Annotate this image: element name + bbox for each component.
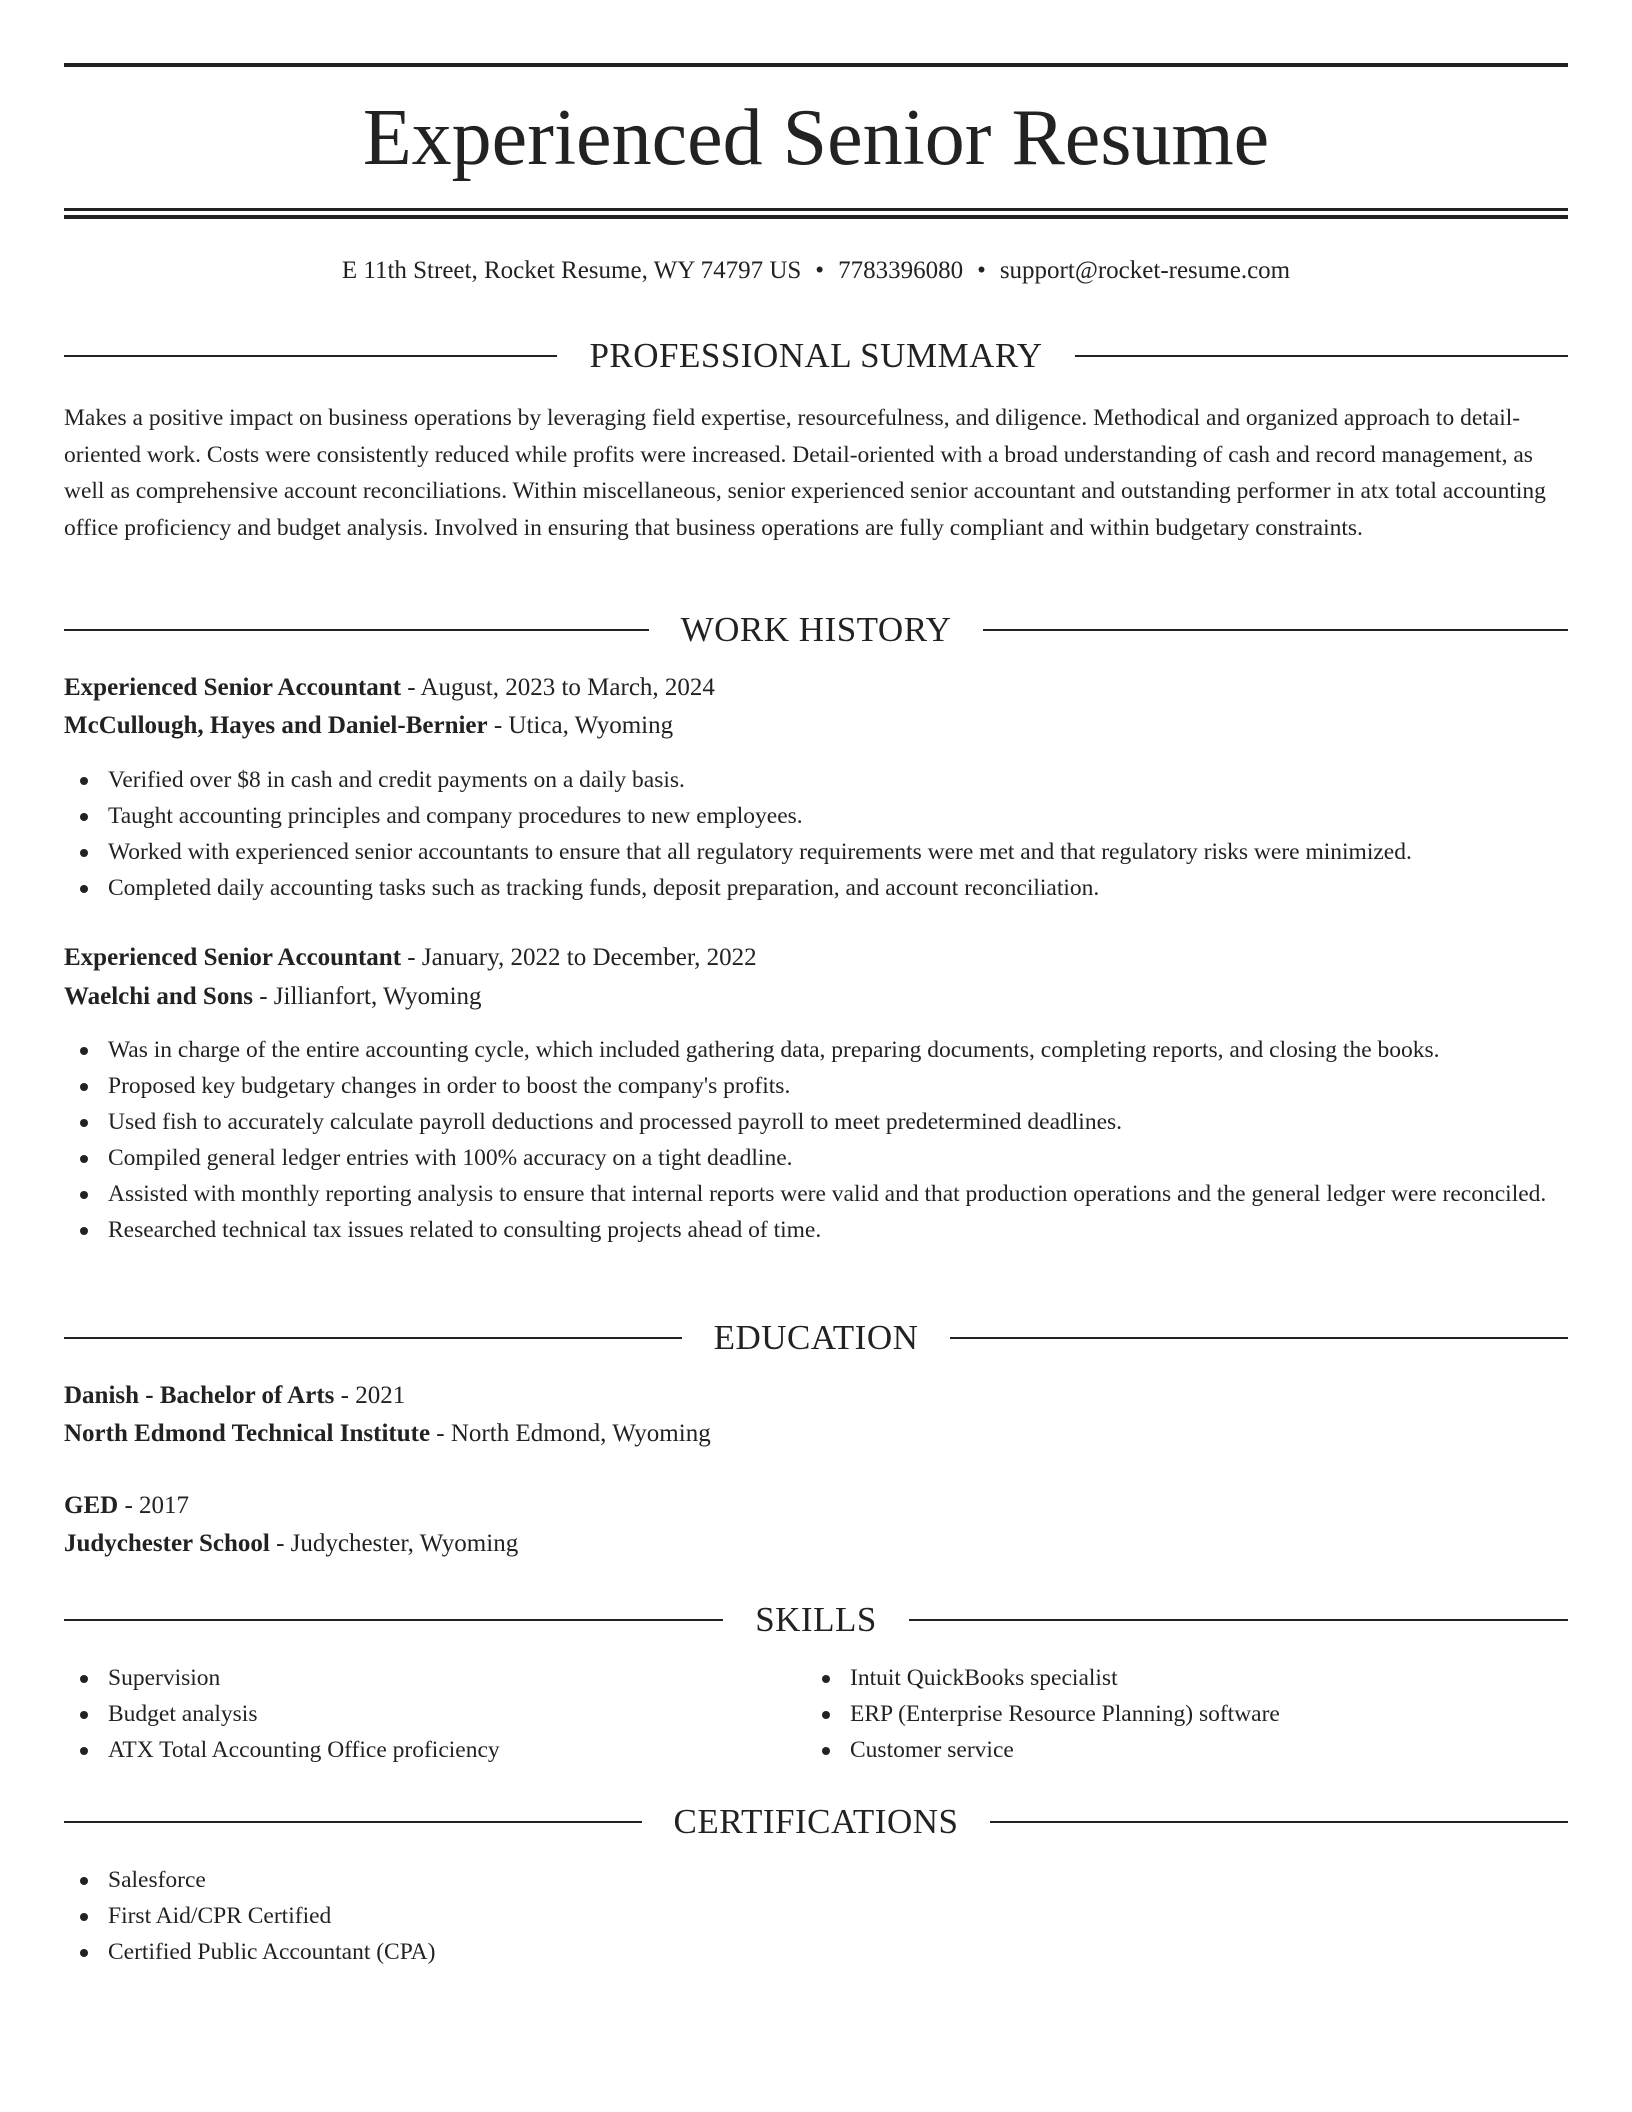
contact-email: support@rocket-resume.com xyxy=(999,257,1291,284)
education-degree-line xyxy=(64,1378,1568,1414)
job-dates: - January, 2022 to December, 2022 xyxy=(401,944,757,971)
list-item: Intuit QuickBooks specialist xyxy=(806,1660,1506,1696)
header-bottom-rule xyxy=(64,208,1568,211)
list-item: Customer service xyxy=(806,1732,1506,1768)
list-item: Certified Public Accountant (CPA) xyxy=(64,1934,1568,1970)
list-item: Used fish to accurately calculate payroll deductions and processed payroll to meet predetermined deadlines. xyxy=(64,1104,1568,1140)
list-item: Salesforce xyxy=(64,1862,1568,1898)
job-duties-list xyxy=(64,762,1568,906)
divider-line xyxy=(64,1619,723,1621)
divider-line xyxy=(64,355,557,357)
section-heading-skills xyxy=(64,1598,1568,1642)
section-heading-education xyxy=(64,1316,1568,1360)
list-item: Budget analysis xyxy=(64,1696,764,1732)
header-top-rule xyxy=(64,63,1568,67)
list-item: Researched technical tax issues related to consulting projects ahead of time. xyxy=(64,1212,1568,1248)
divider-line xyxy=(1075,355,1568,357)
section-title: CERTIFICATIONS xyxy=(673,1802,959,1841)
list-item: Taught accounting principles and company procedures to new employees. xyxy=(64,798,1568,834)
list-item: Compiled general ledger entries with 100% accuracy on a tight deadline. xyxy=(64,1140,1568,1176)
contact-line xyxy=(64,254,1568,288)
job-dates: - August, 2023 to March, 2024 xyxy=(401,674,715,701)
header-bottom-rule-second xyxy=(64,215,1568,219)
education-degree: GED xyxy=(64,1492,119,1519)
section-title: PROFESSIONAL SUMMARY xyxy=(589,336,1043,375)
education-degree: Danish - Bachelor of Arts xyxy=(64,1382,335,1409)
education-year: - 2021 xyxy=(334,1382,406,1409)
skills-list-left xyxy=(64,1660,764,1768)
education-location: - Judychester, Wyoming xyxy=(269,1530,519,1557)
job-location: - Jillianfort, Wyoming xyxy=(252,983,482,1010)
job-title: Experienced Senior Accountant xyxy=(64,674,402,701)
divider-line xyxy=(950,1337,1568,1339)
list-item: Completed daily accounting tasks such as tracking funds, deposit preparation, and account reconciliation. xyxy=(64,870,1568,906)
list-item: First Aid/CPR Certified xyxy=(64,1898,1568,1934)
section-heading-summary xyxy=(64,334,1568,378)
job-location: - Utica, Wyoming xyxy=(487,712,674,739)
education-degree-line xyxy=(64,1488,1568,1524)
education-school-line xyxy=(64,1416,1568,1452)
list-item: Supervision xyxy=(64,1660,764,1696)
job-duties-list xyxy=(64,1032,1568,1248)
contact-separator: • xyxy=(977,257,986,284)
contact-phone: 7783396080 xyxy=(838,257,964,284)
contact-address: E 11th Street, Rocket Resume, WY 74797 US xyxy=(341,257,802,284)
list-item: Verified over $8 in cash and credit payments on a daily basis. xyxy=(64,762,1568,798)
skills-list-right xyxy=(806,1660,1506,1768)
job-company-line xyxy=(64,708,1568,744)
section-heading-certifications xyxy=(64,1800,1568,1844)
job-title: Experienced Senior Accountant xyxy=(64,944,402,971)
list-item: ATX Total Accounting Office proficiency xyxy=(64,1732,764,1768)
job-company: Waelchi and Sons xyxy=(64,983,253,1010)
job-company-line xyxy=(64,979,1568,1015)
list-item: Assisted with monthly reporting analysis to ensure that internal reports were valid and that production operations and the general ledger were reconciled. xyxy=(64,1176,1568,1212)
education-school-line xyxy=(64,1526,1568,1562)
summary-text: Makes a positive impact on business operations by leveraging field expertise, resourcefulness, and diligence. Methodical and organized approach to detail-oriented work. Costs were consistently reduced while profits were increased. Detail-oriented with a broad understanding of cash and record management, as well as comprehensive account reconciliations. Within miscellaneous, senior experienced senior accountant and outstanding performer in atx total accounting office proficiency and budget analysis. Involved in ensuring that business operations are fully compliant and within budgetary constraints. xyxy=(64,405,1546,541)
education-location: - North Edmond, Wyoming xyxy=(430,1420,711,1447)
divider-line xyxy=(909,1619,1568,1621)
contact-separator: • xyxy=(815,257,825,284)
resume-title: Experienced Senior Resume xyxy=(362,94,1270,182)
divider-line xyxy=(64,1821,642,1823)
divider-line xyxy=(64,1337,682,1339)
section-title: EDUCATION xyxy=(713,1318,919,1357)
certifications-list xyxy=(64,1862,1568,1970)
section-title: SKILLS xyxy=(755,1600,877,1639)
list-item: Was in charge of the entire accounting cycle, which included gathering data, preparing documents, completing reports, and closing the books. xyxy=(64,1032,1568,1068)
divider-line xyxy=(983,629,1568,631)
section-title: WORK HISTORY xyxy=(680,610,952,649)
job-title-line xyxy=(64,670,1568,706)
education-year: - 2017 xyxy=(118,1492,190,1519)
divider-line xyxy=(64,629,649,631)
job-title-line xyxy=(64,940,1568,976)
divider-line xyxy=(990,1821,1568,1823)
job-company: McCullough, Hayes and Daniel-Bernier xyxy=(64,712,488,739)
education-school: North Edmond Technical Institute xyxy=(64,1420,431,1447)
list-item: Proposed key budgetary changes in order to boost the company's profits. xyxy=(64,1068,1568,1104)
education-school: Judychester School xyxy=(64,1530,270,1557)
section-heading-work-history xyxy=(64,608,1568,652)
list-item: Worked with experienced senior accountants to ensure that all regulatory requirements were met and that regulatory risks were minimized. xyxy=(64,834,1568,870)
list-item: ERP (Enterprise Resource Planning) software xyxy=(806,1696,1506,1732)
